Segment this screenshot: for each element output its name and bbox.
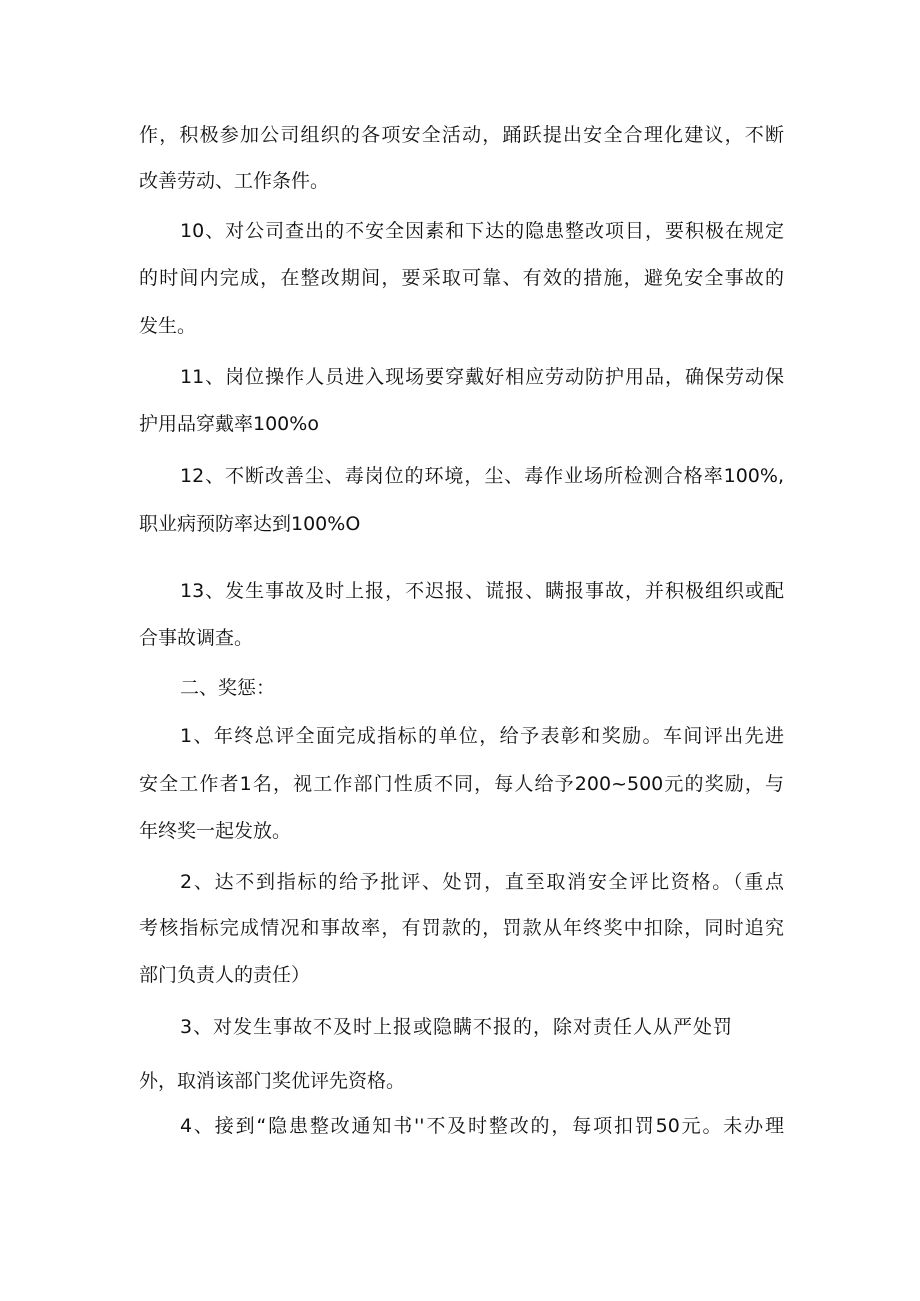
paragraph-line: 2、达不到指标的给予批评、处罚，直至取消安全评比资格。（重点 (180, 871, 784, 893)
paragraph-line: 3、对发生事故不及时上报或隐瞒不报的，除对责任人从严处罚 (180, 1016, 732, 1038)
paragraph-line: 12、不断改善尘、毒岗位的环境，尘、毒作业场所检测合格率100%, (180, 465, 784, 487)
paragraph-line: 10、对公司查出的不安全因素和下达的隐患整改项目，要积极在规定 (180, 220, 784, 242)
paragraph-line: 作，积极参加公司组织的各项安全活动，踊跃提出安全合理化建议，不断 (139, 124, 784, 146)
paragraph-line: 职业病预防率达到100%O (139, 513, 361, 535)
section-heading: 二、奖惩： (180, 677, 276, 699)
paragraph-line: 改善劳动、工作条件。 (139, 170, 330, 192)
paragraph-line: 部门负责人的责任） (139, 964, 311, 986)
paragraph-line: 外，取消该部门奖优评先资格。 (139, 1070, 406, 1092)
paragraph-line: 护用品穿戴率100%o (139, 413, 319, 435)
paragraph-line: 考核指标完成情况和事故率，有罚款的，罚款从年终奖中扣除，同时追究 (139, 917, 784, 939)
paragraph-line: 1、年终总评全面完成指标的单位，给予表彰和奖励。车间评出先进 (180, 725, 784, 747)
paragraph-line: 安全工作者1名，视工作部门性质不同，每人给予200~500元的奖励，与 (139, 773, 784, 795)
paragraph-line: 年终奖一起发放。 (139, 820, 292, 842)
paragraph-line: 13、发生事故及时上报，不迟报、谎报、瞒报事故，并积极组织或配 (180, 580, 784, 602)
paragraph-line: 的时间内完成，在整改期间，要采取可靠、有效的措施，避免安全事故的 (139, 267, 784, 289)
paragraph-line: 4、接到“隐患整改通知书''不及时整改的，每项扣罚50元。未办理 (180, 1115, 784, 1137)
paragraph-line: 11、岗位操作人员进入现场要穿戴好相应劳动防护用品，确保劳动保 (180, 366, 784, 388)
paragraph-line: 发生。 (139, 315, 197, 337)
paragraph-line: 合事故调查。 (139, 627, 254, 649)
